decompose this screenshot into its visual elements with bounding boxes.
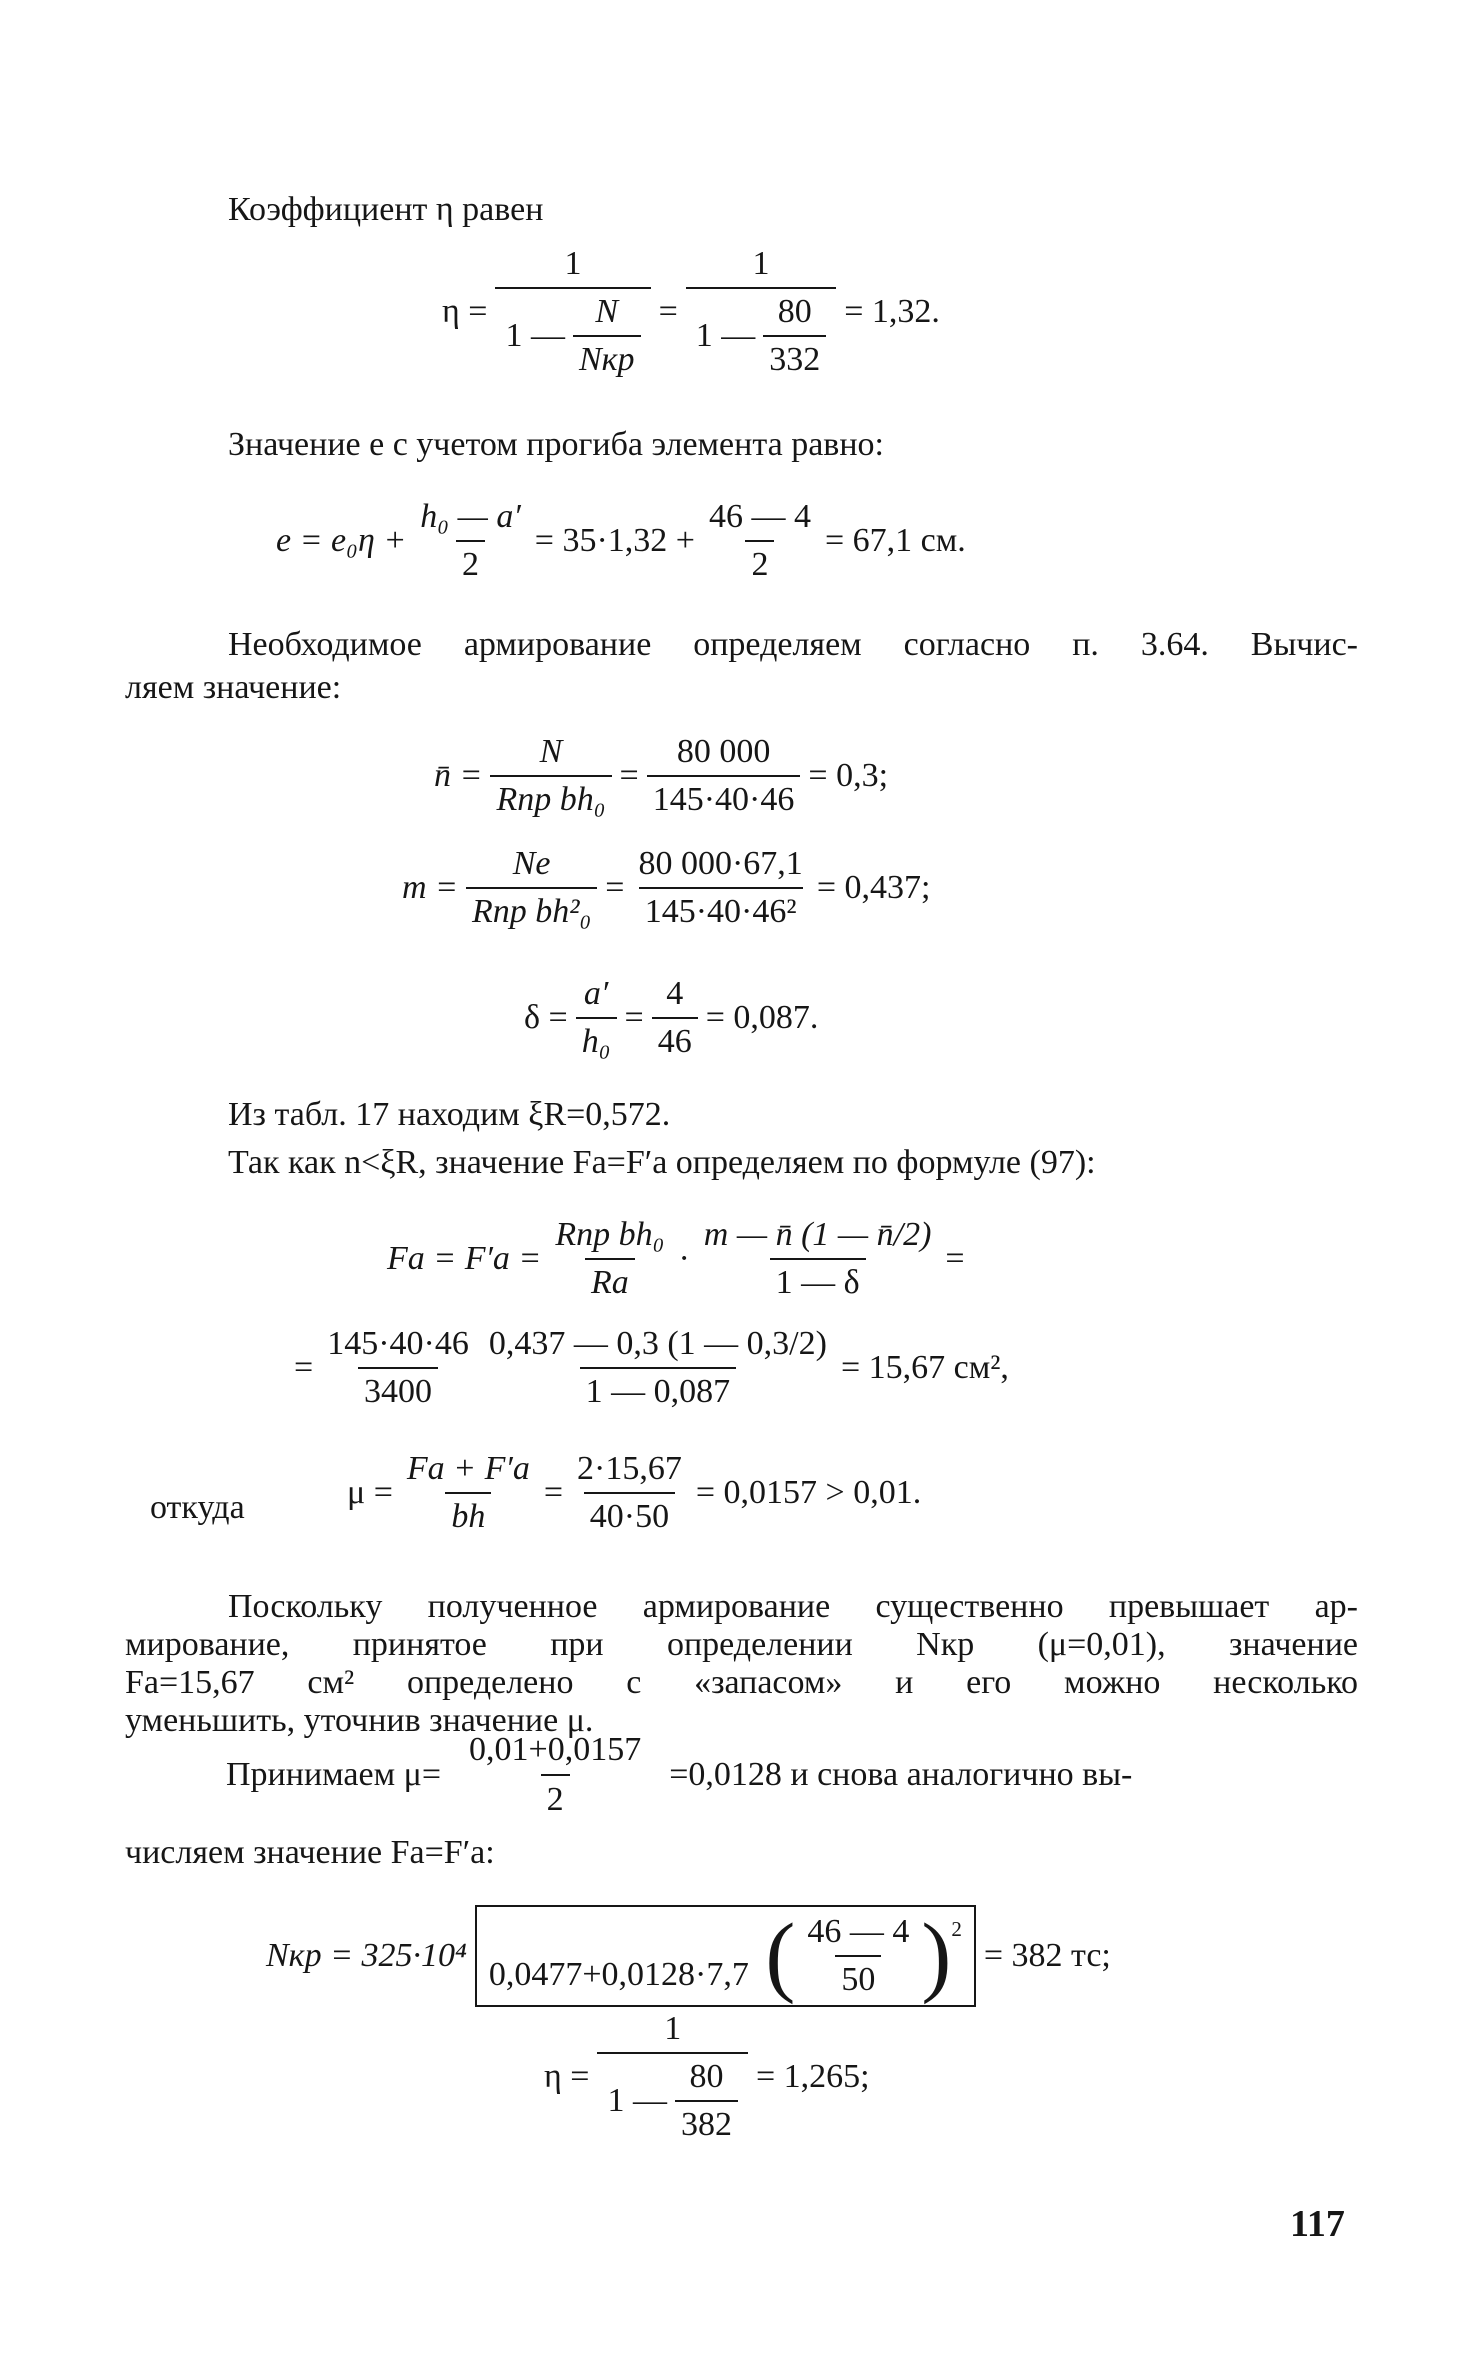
denominator: Rпр bh²₀ (466, 887, 597, 931)
fraction (549, 1216, 670, 1302)
text: 1 — (505, 317, 565, 354)
denominator: 382 (675, 2100, 738, 2144)
text-line: ляем значение: (125, 669, 342, 706)
fraction (495, 245, 650, 379)
numerator: 4 (666, 975, 684, 1012)
denominator: 2 (745, 540, 774, 584)
text: 1 — (607, 2082, 667, 2119)
eq-lhs: δ = (524, 999, 568, 1036)
numerator: a′ (583, 975, 609, 1012)
equation-fa-2 (290, 1325, 1013, 1411)
text-line: Поскольку полученное армирование существенно превышает ар- (228, 1588, 1358, 1625)
equation-e (272, 498, 970, 584)
paren-left: ( (765, 1906, 796, 2005)
equation-nkr (262, 1905, 1115, 2007)
eq-lhs: Fa = F′a = (387, 1240, 542, 1277)
paren-right: ) (921, 1906, 952, 2005)
fraction (686, 245, 837, 379)
eq-result: = 67,1 см. (824, 522, 966, 559)
eq-result: = 0,437; (816, 869, 931, 906)
numerator: 145·40·46 (327, 1325, 469, 1362)
equation-nbar (430, 733, 892, 819)
numerator: 1 (664, 2010, 682, 2047)
denominator: 332 (763, 335, 826, 379)
denominator: 145·40·46² (639, 887, 803, 931)
denominator: Nкр (573, 335, 641, 379)
denominator: 40·50 (584, 1492, 675, 1536)
eq-lhs: η = (442, 293, 488, 330)
numerator: 0,437 — 0,3 (1 — 0,3/2) (488, 1325, 827, 1362)
text: =0,0128 и снова аналогично вы- (669, 1756, 1133, 1793)
text-line: Fa=15,67 см² определено с «запасом» и его можно несколько (125, 1664, 1358, 1701)
eq-result: = 1,32. (844, 293, 940, 330)
eq-lhs: n̄ = (434, 757, 483, 794)
eq-lhs: m = (402, 869, 458, 906)
eq-sign: = (605, 869, 625, 906)
numerator: 0,01+0,0157 (469, 1731, 642, 1768)
numerator: 80 (689, 2058, 724, 2095)
numerator: 80 000·67,1 (638, 845, 803, 882)
text-line: откуда (150, 1489, 245, 1526)
numerator: 1 (752, 245, 770, 282)
fraction (647, 733, 801, 819)
denominator: 3400 (358, 1367, 438, 1411)
denominator: 50 (835, 1955, 881, 1999)
fraction (698, 1216, 938, 1302)
fraction (801, 1913, 915, 1999)
equation-delta (520, 975, 822, 1061)
eq-result: = 0,087. (705, 999, 819, 1036)
fraction (463, 1730, 647, 1820)
equation-fa-1 (383, 1216, 969, 1302)
eq-result: = 0,0157 > 0,01. (695, 1474, 922, 1511)
denominator (597, 2052, 748, 2144)
eq-sign: = (658, 293, 678, 330)
denominator: 2 (456, 540, 485, 584)
denominator: 145·40·46 (647, 775, 801, 819)
denominator: 2 (541, 1774, 570, 1820)
denominator: h₀ (576, 1017, 617, 1061)
text-line: числяем значение Fa=F′a: (125, 1834, 495, 1871)
denominator: 1 — δ (770, 1258, 866, 1302)
eq-lhs: η = (544, 2058, 590, 2095)
equation-m (398, 845, 934, 931)
numerator: 46 — 4 (708, 498, 811, 535)
denominator: 46 (652, 1017, 698, 1061)
fraction (466, 845, 597, 931)
square-bracket (475, 1905, 976, 2007)
numerator: 46 — 4 (807, 1913, 910, 1950)
numerator: 2·15,67 (577, 1450, 682, 1487)
eq-sign: = (543, 1474, 564, 1511)
fraction (571, 1450, 688, 1536)
text: = 35·1,32 + (534, 522, 695, 559)
eq-sign: = (619, 757, 639, 794)
text-line: мирование, принятое при определении Nкр (μ=0,01), значение (125, 1626, 1358, 1663)
text: · (678, 1240, 690, 1277)
numerator: 80 000 (676, 733, 771, 770)
numerator: N (539, 733, 563, 770)
fraction (597, 2010, 748, 2144)
text-line-with-fraction (222, 1730, 1136, 1820)
eq-result: = 0,3; (808, 757, 889, 794)
denominator (686, 287, 837, 379)
eq-result: = (945, 1240, 965, 1277)
fraction (632, 845, 808, 931)
fraction (703, 498, 817, 584)
numerator: 1 (564, 245, 582, 282)
numerator: m — n̄ (1 — n̄/2) (703, 1216, 932, 1253)
fraction (490, 733, 611, 819)
fraction (576, 975, 617, 1061)
equation-eta (438, 245, 944, 379)
eq-lhs: μ = (347, 1474, 393, 1511)
fraction (675, 2058, 738, 2144)
eq-lhs: Nкр = 325·10⁴ (266, 1937, 467, 1974)
eq-result: = 15,67 см², (840, 1349, 1009, 1386)
fraction (652, 975, 698, 1061)
page-number: 117 (1290, 2203, 1345, 2245)
fraction (321, 1325, 475, 1411)
numerator: N (595, 293, 619, 330)
denominator: Ra (585, 1258, 635, 1302)
text: Принимаем μ= (226, 1756, 442, 1793)
numerator: h₀ — a′ (420, 498, 521, 535)
fraction (483, 1325, 833, 1411)
parenthesis (765, 1906, 962, 2005)
fraction (763, 293, 826, 379)
equation-eta-2 (540, 2010, 874, 2144)
text-line: Так как n<ξR, значение Fa=F′a определяем по формуле (97): (228, 1144, 1096, 1181)
eq-result: = 382 тс; (983, 1937, 1111, 1974)
equation-mu (343, 1450, 925, 1536)
text-line: уменьшить, уточнив значение μ. (125, 1702, 594, 1739)
denominator (495, 287, 650, 379)
denominator: bh (445, 1492, 491, 1536)
fraction (573, 293, 641, 379)
denominator: Rпр bh₀ (490, 775, 611, 819)
fraction (401, 1450, 536, 1536)
eq-result: = 1,265; (755, 2058, 870, 2095)
eq-lhs: e = e₀η + (276, 522, 407, 559)
numerator: Fa + F′a (406, 1450, 530, 1487)
text-line: Необходимое армирование определяем согласно п. 3.64. Вычис- (228, 626, 1358, 663)
denominator: 1 — 0,087 (580, 1367, 737, 1411)
numerator: Rпр bh₀ (555, 1216, 665, 1253)
text: 1 — (695, 317, 756, 354)
text-line: Из табл. 17 находим ξR=0,572. (228, 1096, 671, 1133)
text-line: Значение e с учетом прогиба элемента равно: (228, 426, 884, 463)
numerator: 80 (777, 293, 812, 330)
exponent: 2 (951, 1917, 962, 1941)
eq-lhs: = (294, 1349, 314, 1386)
text-line: Коэффициент η равен (228, 191, 544, 228)
numerator: Ne (512, 845, 551, 882)
eq-sign: = (624, 999, 644, 1036)
fraction (414, 498, 527, 584)
text: 0,0477+0,0128·7,7 (488, 1956, 749, 1993)
